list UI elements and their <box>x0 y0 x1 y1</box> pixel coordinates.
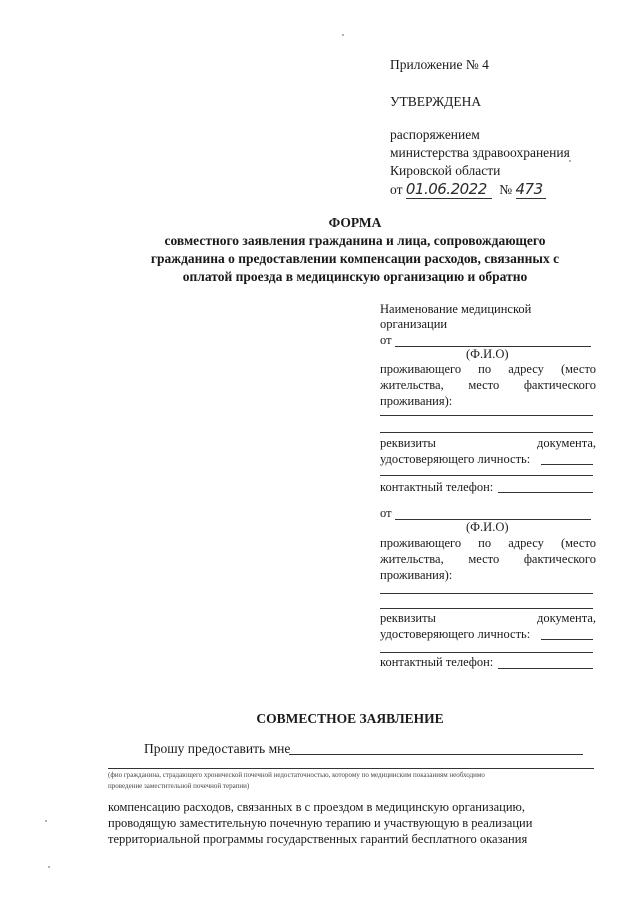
residing-line-2 <box>380 536 596 551</box>
requisites-line-2 <box>380 611 596 626</box>
note-line-2: проведение заместительной почечной терапии) <box>108 782 250 790</box>
requisites-line-1 <box>380 436 596 451</box>
word: адресу <box>508 362 544 376</box>
identity-label-1: удостоверяющего личность: <box>380 452 531 466</box>
residence-line-1 <box>380 378 596 393</box>
word: жительства, <box>380 552 444 566</box>
residence-line-2 <box>380 552 596 567</box>
word: реквизиты <box>380 436 436 450</box>
from-label-1: от <box>380 333 392 347</box>
word: жительства, <box>380 378 444 392</box>
word: (место <box>560 536 596 550</box>
phone-fill-line-1 <box>498 492 593 493</box>
scan-speck <box>569 160 571 162</box>
word: адресу <box>508 536 544 550</box>
form-title: ФОРМА <box>328 215 382 230</box>
word: проживающего <box>380 536 462 550</box>
handwritten-date: 01.06.2022 <box>406 180 492 199</box>
org-name-line-1: Наименование медицинской <box>380 302 532 316</box>
address-fill-line-1b <box>380 432 593 433</box>
approved-label: УТВЕРЖДЕНА <box>390 94 482 109</box>
body-line-2: проводящую заместительную почечную терапию и участвующую в реализации <box>108 816 533 830</box>
scan-speck <box>45 820 47 822</box>
form-subtitle-line-2: гражданина о предоставлении компенсации расходов, связанных с <box>150 251 560 266</box>
identity-fill-line-2b <box>380 652 593 653</box>
phone-label-1: контактный телефон: <box>380 480 494 494</box>
order-line-2: министерства здравоохранения <box>390 145 570 160</box>
order-line-3: Кировской области <box>390 163 501 178</box>
identity-fill-line-2 <box>541 639 593 640</box>
word: по <box>478 536 492 550</box>
word: (место <box>560 362 596 376</box>
order-line-1: распоряжением <box>390 127 480 142</box>
fio-caption-1: (Ф.И.О) <box>466 347 509 361</box>
address-fill-line-1a <box>380 415 593 416</box>
note-line-1: (фио гражданина, страдающего хронической почечной недостаточностью, которому по медицинским показаниям необходимо <box>108 771 485 779</box>
identity-fill-line-1 <box>541 464 593 465</box>
word: место <box>468 378 500 392</box>
word: документа, <box>536 611 596 625</box>
order-date-row <box>390 180 546 199</box>
word: место <box>468 552 500 566</box>
org-name-line-2: организации <box>380 317 448 331</box>
from-label-2: от <box>380 506 392 520</box>
identity-label-2: удостоверяющего личность: <box>380 627 531 641</box>
date-prefix: от <box>390 182 403 197</box>
word: фактического <box>523 552 596 566</box>
word: по <box>478 362 492 376</box>
scan-speck <box>48 866 50 868</box>
note-top-line <box>108 768 594 769</box>
scan-speck <box>342 34 344 36</box>
fio-caption-2: (Ф.И.О) <box>466 520 509 534</box>
identity-fill-line-1b <box>380 475 593 476</box>
word: реквизиты <box>380 611 436 625</box>
statement-heading: СОВМЕСТНОЕ ЗАЯВЛЕНИЕ <box>256 711 444 726</box>
appendix-label: Приложение № 4 <box>390 57 489 72</box>
form-subtitle-line-1: совместного заявления гражданина и лица, сопровождающего <box>164 233 546 248</box>
request-fill-line <box>289 754 583 755</box>
residing-line-1 <box>380 362 596 377</box>
phone-fill-line-2 <box>498 668 593 669</box>
address-fill-line-2b <box>380 608 593 609</box>
body-line-1: компенсацию расходов, связанных в с проездом в медицинскую организацию, <box>108 800 525 814</box>
request-label: Прошу предоставить мне <box>144 741 291 756</box>
handwritten-number: 473 <box>516 180 546 199</box>
body-line-3: территориальной программы государственных гарантий бесплатного оказания <box>108 832 528 846</box>
word: документа, <box>536 436 596 450</box>
word: проживающего <box>380 362 462 376</box>
residence-end-1: проживания): <box>380 394 453 408</box>
form-subtitle-line-3: оплатой проезда в медицинскую организацию и обратно <box>182 269 528 284</box>
word: фактического <box>523 378 596 392</box>
number-prefix: № <box>499 182 513 197</box>
address-fill-line-2a <box>380 593 593 594</box>
residence-end-2: проживания): <box>380 568 453 582</box>
phone-label-2: контактный телефон: <box>380 655 494 669</box>
